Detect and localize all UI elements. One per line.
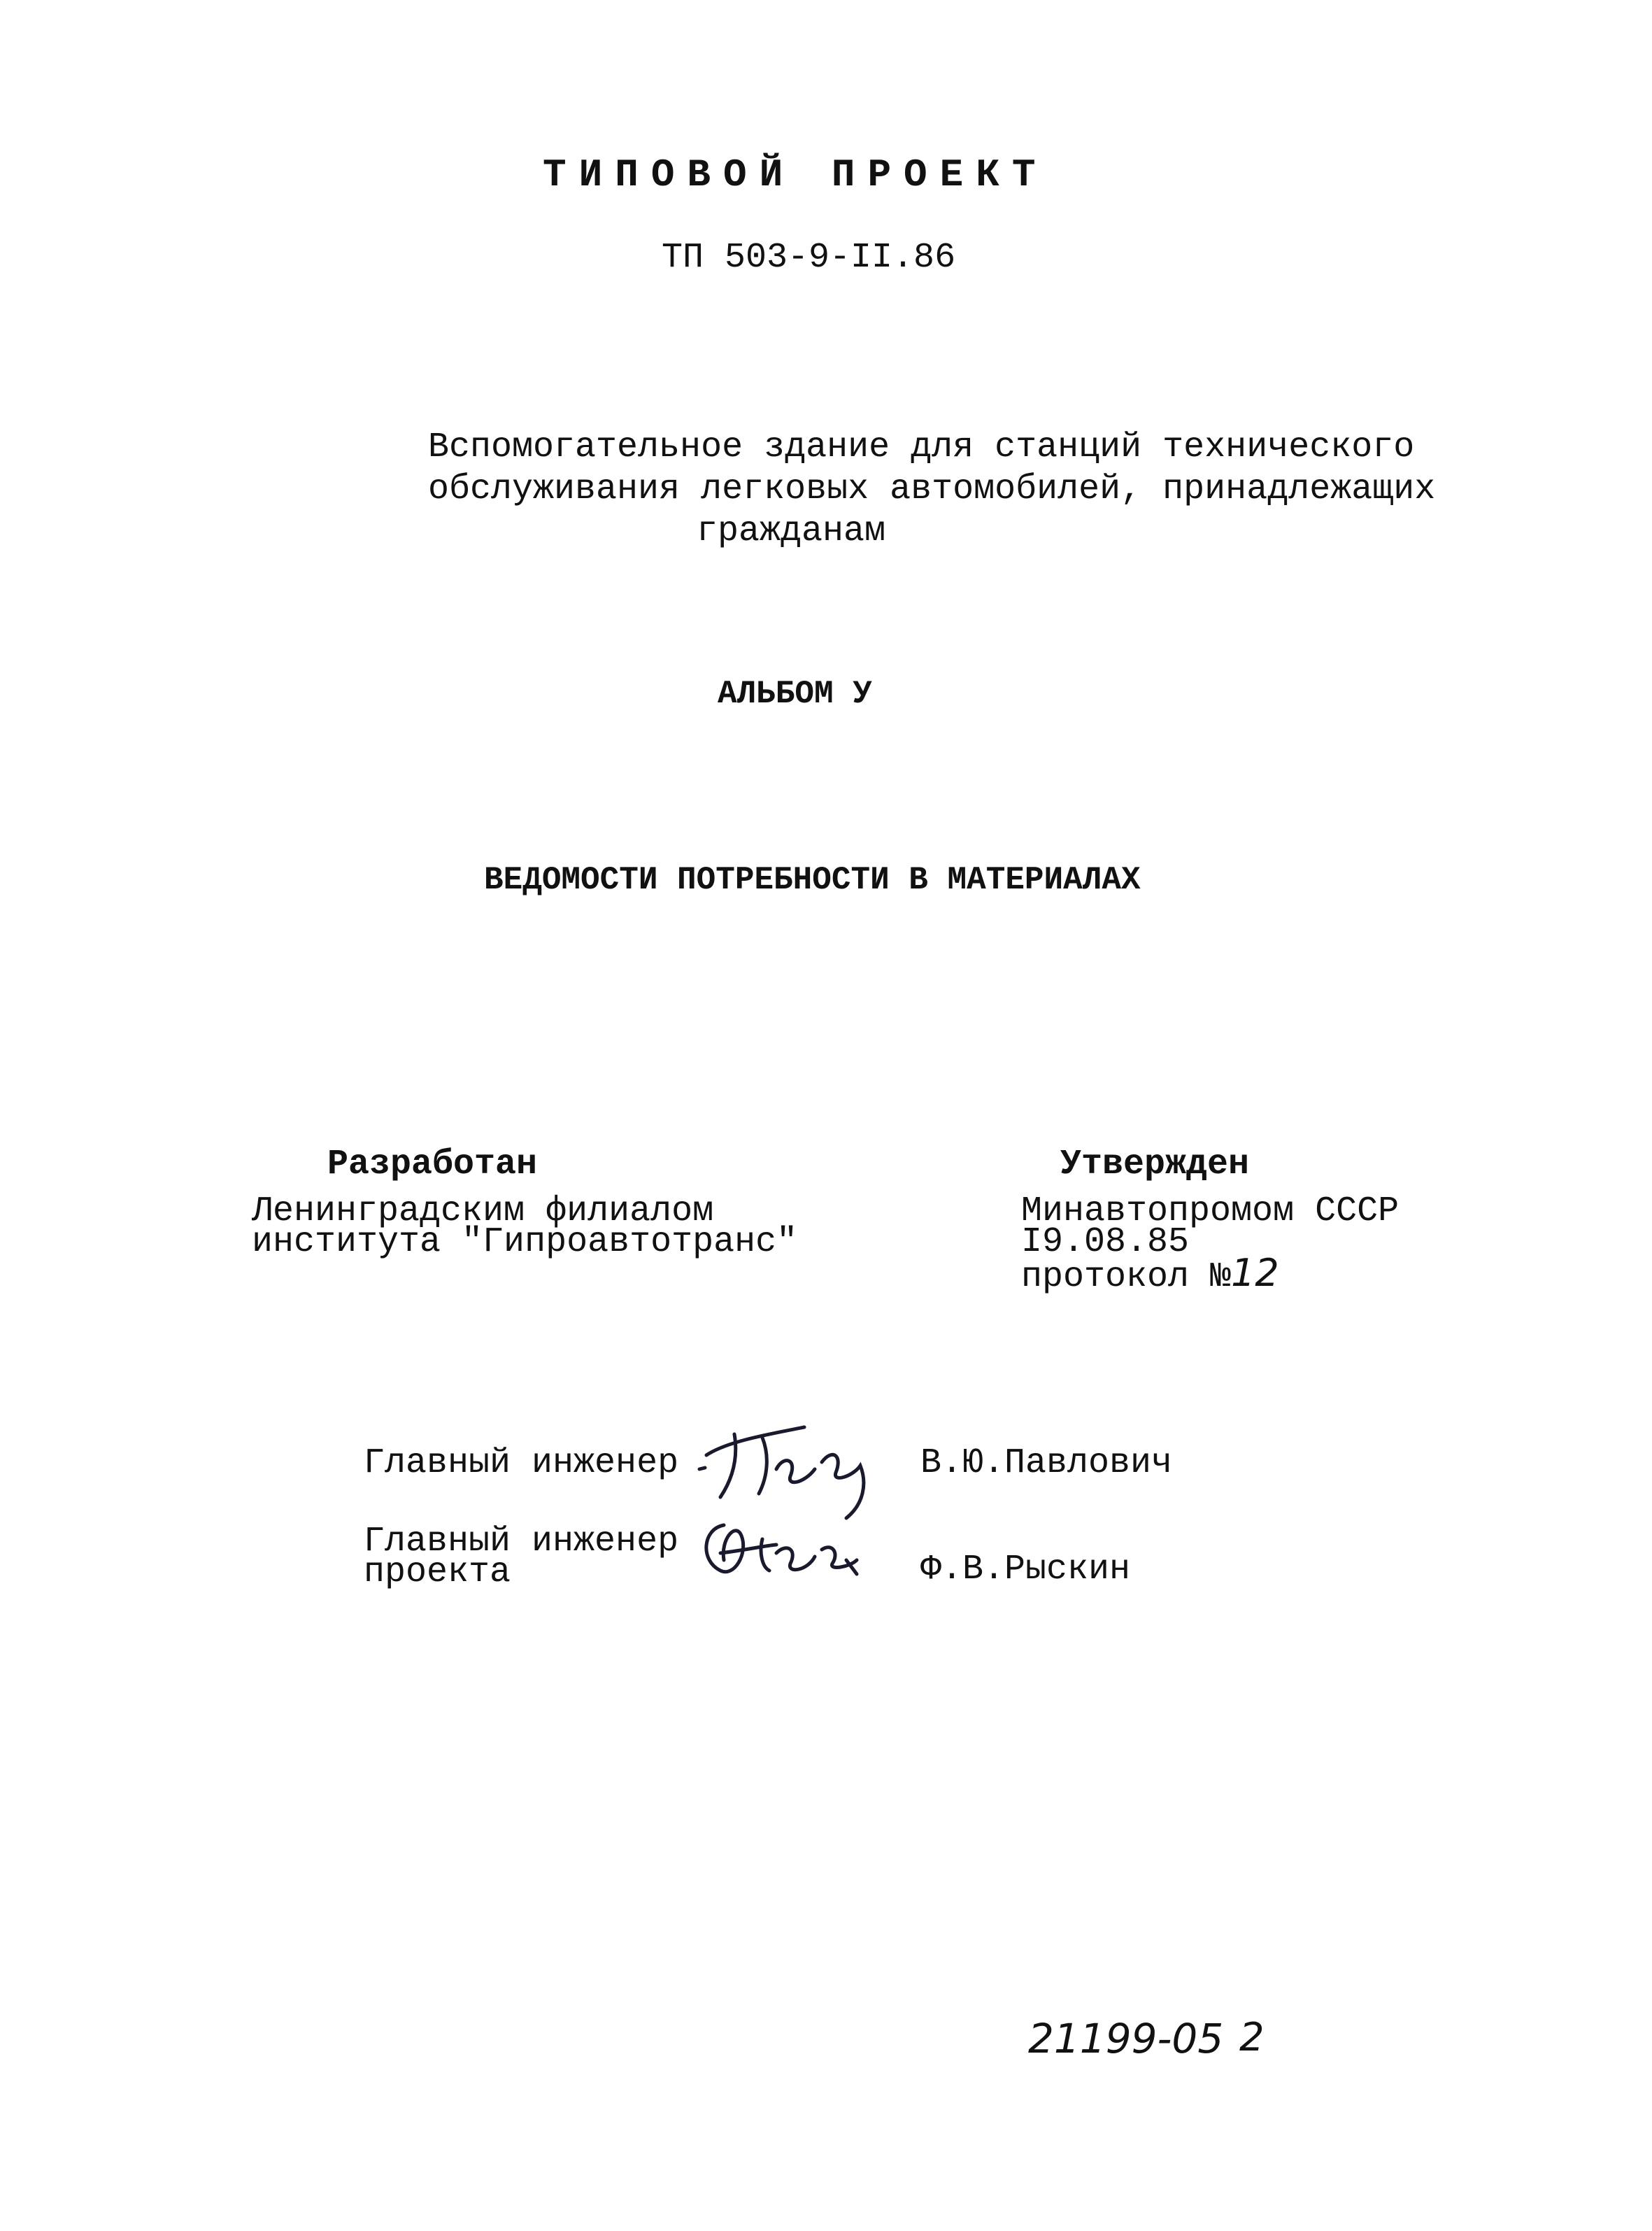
archive-number: 21199-05 (1028, 2015, 1224, 2062)
developed-line-2: института "Гипроавтотранс" (252, 1222, 798, 1262)
project-engineer-name: Ф.В.Рыскин (920, 1550, 1131, 1589)
approved-line-1: Минавтопромом СССР (1021, 1191, 1400, 1231)
project-engineer-signature-icon (692, 1511, 860, 1595)
protocol-number: 12 (1231, 1251, 1279, 1295)
chief-engineer-name: В.Ю.Павлович (920, 1443, 1173, 1483)
chief-engineer-signature-icon (692, 1406, 888, 1518)
approved-heading: Утвержден (1060, 1145, 1250, 1184)
developed-heading: Разработан (327, 1145, 538, 1184)
section-title: ВЕДОМОСТИ ПОТРЕБНОСТИ В МАТЕРИАЛАХ (484, 862, 1141, 898)
approved-line-3 (1021, 1251, 1279, 1297)
chief-engineer-role: Главный инженер (364, 1443, 679, 1483)
project-engineer-role-line-2: проекта (364, 1552, 511, 1592)
document-type-title: ТИПОВОЙ ПРОЕКТ (543, 153, 1048, 197)
subject-line-2: обслуживания легковых автомобилей, принадлежащих (428, 469, 1436, 509)
protocol-label: протокол № (1021, 1257, 1232, 1297)
album-label: АЛЬБОМ У (718, 676, 872, 712)
project-code: ТП 503-9-II.86 (662, 238, 956, 278)
project-engineer-role-line-1: Главный инженер (364, 1522, 679, 1561)
page-number: 2 (1239, 2015, 1265, 2060)
approved-line-2: I9.08.85 (1021, 1222, 1190, 1262)
developed-line-1: Ленинградским филиалом (252, 1191, 714, 1231)
subject-line-1: Вспомогательное здание для станций технического (428, 427, 1415, 467)
subject-line-3: гражданам (697, 511, 886, 551)
